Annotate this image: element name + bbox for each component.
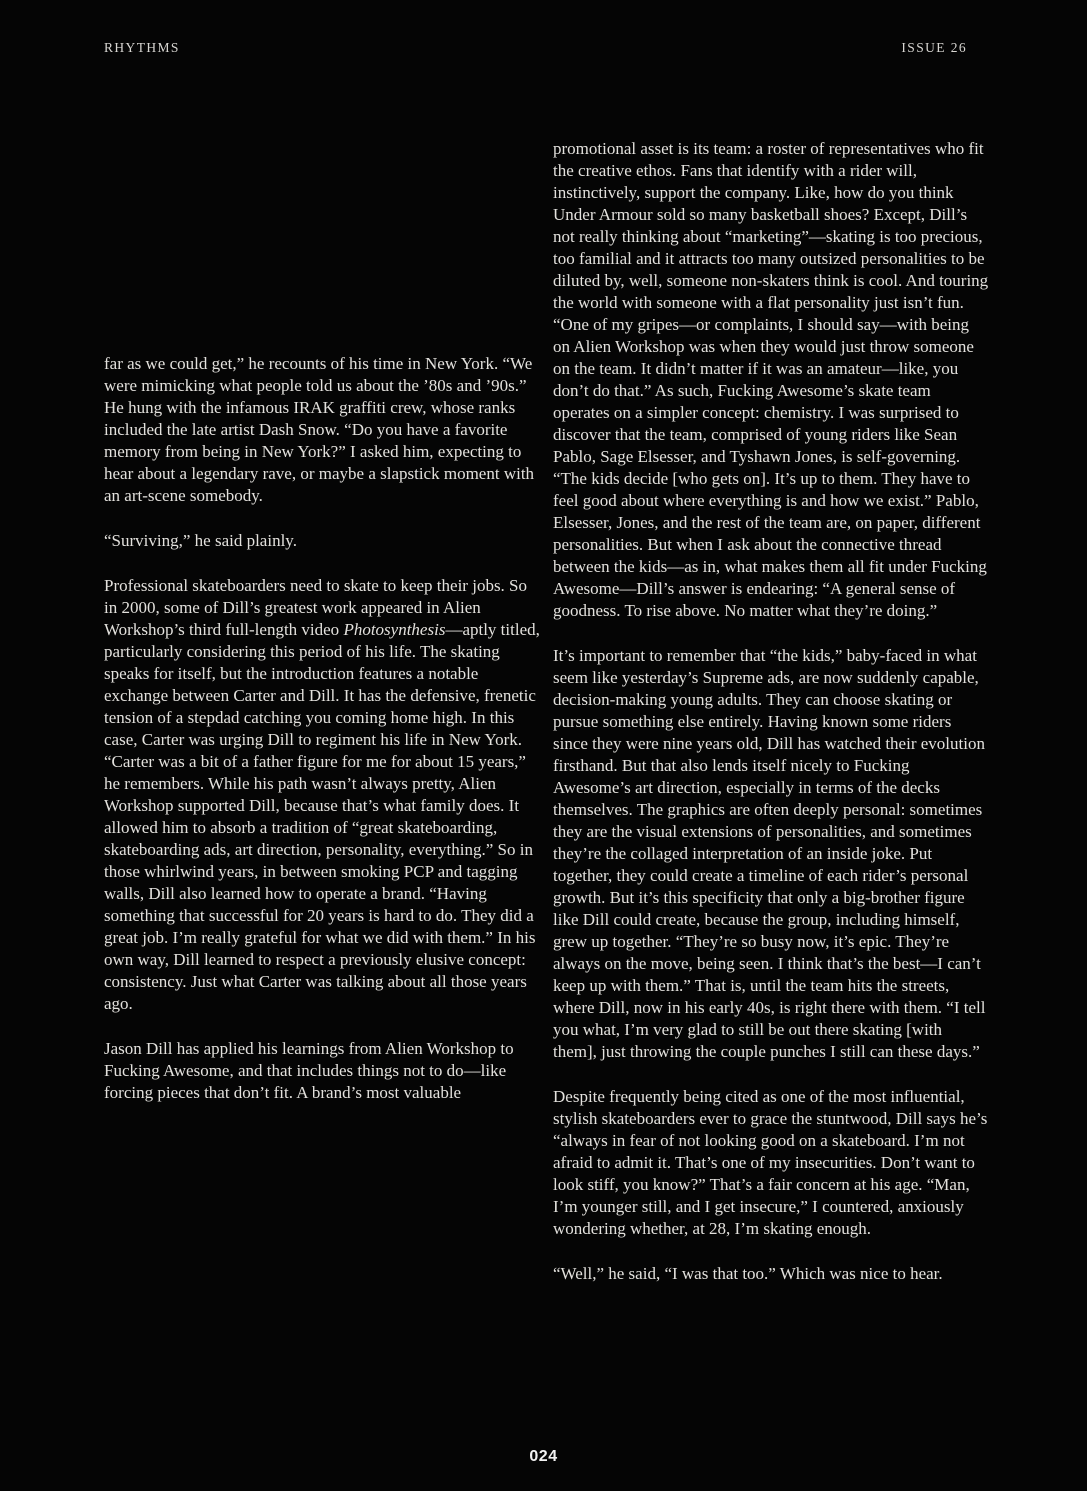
paragraph xyxy=(104,530,541,552)
text-segment: Jason Dill has applied his learnings from Alien Workshop to Fucking Awesome, and that includes things not to do—like forcing pieces that don’t fit. A brand’s most valuable xyxy=(104,1039,514,1102)
text-segment: Professional skateboarders need to skate to keep their jobs. So in 2000, some of Dill’s greatest work appeared in Alien Workshop’s third full-length video xyxy=(104,576,528,639)
italic-text: Photosynthesis xyxy=(343,620,446,639)
paragraph xyxy=(104,1038,541,1104)
text-segment: “Well,” he said, “I was that too.” Which was nice to hear. xyxy=(553,1264,943,1283)
page-header xyxy=(104,40,967,56)
page-footer xyxy=(0,1448,1087,1466)
header-magazine-title: RHYTHMS xyxy=(104,40,180,55)
paragraph xyxy=(553,1086,990,1240)
text-segment: Despite frequently being cited as one of the most influential, stylish skateboarders ever to grace the stuntwood, Dill says he’s “always in fear of not looking good on a skateboard. I’m not afraid to admit it. That’s one of my insecurities. Don’t want to look stiff, you know?” That’s a fair concern at his age. “Man, I’m younger still, and I get insecure,” I countered, anxiously wondering whether, at 28, I’m skating enough. xyxy=(553,1087,988,1238)
article-body xyxy=(104,138,990,1308)
header-issue-label: ISSUE 26 xyxy=(901,40,967,55)
text-segment: far as we could get,” he recounts of his time in New York. “We were mimicking what people told us about the ’80s and ’90s.” He hung with the infamous IRAK graffiti crew, whose ranks included the late artist Dash Snow. “Do you have a favorite memory from being in New York?” I asked him, expecting to hear about a legendary rave, or maybe a slapstick moment with an art-scene somebody. xyxy=(104,354,535,505)
paragraph xyxy=(553,138,990,622)
right-column xyxy=(553,138,990,1308)
paragraph xyxy=(553,645,990,1063)
page-number: 024 xyxy=(529,1448,558,1465)
text-segment: It’s important to remember that “the kids,” baby-faced in what seem like yesterday’s Supreme ads, are now suddenly capable, decision-making young adults. They can choose skating or pursue something else entirely. Having known some riders since they were nine years old, Dill has watched their evolution firsthand. But that also lends itself nicely to Fucking Awesome’s art direction, especially in terms of the decks themselves. The graphics are often deeply personal: sometimes they are the visual extensions of personalities, and sometimes they’re the collaged interpretation of an inside joke. Put together, they could create a timeline of each rider’s personal growth. But it’s this specificity that only a big-brother figure like Dill could create, because the group, including himself, grew up together. “They’re so busy now, it’s epic. They’re always on the move, being seen. I think that’s the best—I can’t keep up with them.” That is, until the team hits the streets, where Dill, now in his early 40s, is right there with them. “I tell you what, I’m very glad to still be out there skating [with them], just throwing the couple punches I still can these days.” xyxy=(553,646,986,1061)
text-segment: “Surviving,” he said plainly. xyxy=(104,531,297,550)
text-segment: —aptly titled, particularly considering this period of his life. The skating speaks for itself, but the introduction features a notable exchange between Carter and Dill. It has the defensive, frenetic tension of a stepdad catching you coming home high. In this case, Carter was urging Dill to regiment his life in New York. “Carter was a bit of a father figure for me for about 15 years,” he remembers. While his path wasn’t always pretty, Alien Workshop supported Dill, because that’s what family does. It allowed him to absorb a tradition of “great skateboarding, skateboarding ads, art direction, personality, everything.” So in those whirlwind years, in between smoking PCP and tagging walls, Dill also learned how to operate a brand. “Having something that successful for 20 years is hard to do. They did a great job. I’m really grateful for what we did with them.” In his own way, Dill learned to respect a previously elusive concept: consistency. Just what Carter was talking about all those years ago. xyxy=(104,620,540,1013)
text-segment: promotional asset is its team: a roster of representatives who fit the creative ethos. Fans that identify with a rider will, instinctively, support the company. Like, how do you think Under Armour sold so many basketball shoes? Except, Dill’s not really thinking about “marketing”—skating is too precious, too familial and it attracts too many outsized personalities to be diluted by, well, someone non-skaters think is cool. And touring the world with someone with a flat personality just isn’t fun. “One of my gripes—or complaints, I should say—with being on Alien Workshop was when they would just throw someone on the team. It didn’t matter if it was an amateur—like, you don’t do that.” As such, Fucking Awesome’s skate team operates on a simpler concept: chemistry. I was surprised to discover that the team, comprised of young riders like Sean Pablo, Sage Elsesser, and Tyshawn Jones, is self-governing. “The kids decide [who gets on]. It’s up to them. They have to feel good about where everything is and how we exist.” Pablo, Elsesser, Jones, and the rest of the team are, on paper, different personalities. But when I ask about the connective thread between the kids—as in, what makes them all fit under Fucking Awesome—Dill’s answer is endearing: “A general sense of goodness. To rise above. No matter what they’re doing.” xyxy=(553,139,989,620)
paragraph xyxy=(104,575,541,1015)
paragraph xyxy=(553,1263,990,1285)
left-column xyxy=(104,138,541,1308)
paragraph xyxy=(104,353,541,507)
